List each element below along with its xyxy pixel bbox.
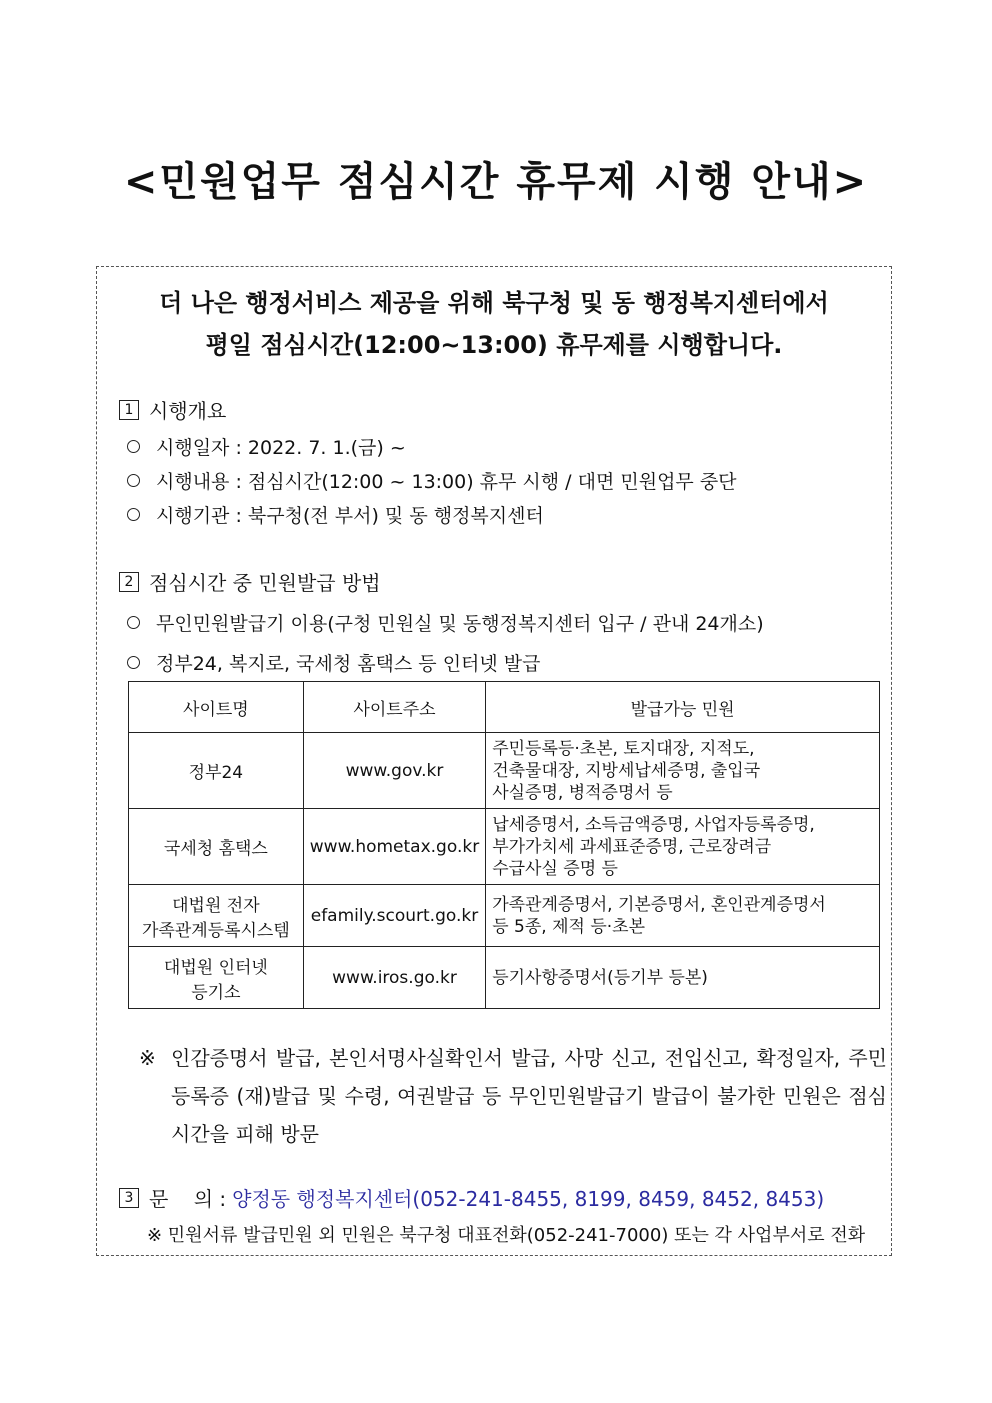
header-documents: 발급가능 민원 (486, 682, 880, 733)
list-item-text: 정부24, 복지로, 국세청 홈택스 등 인터넷 발급 (156, 653, 541, 675)
contact-line (119, 1183, 824, 1212)
circle-bullet-icon (127, 508, 140, 521)
intro-line-2: 평일 점심시간(12:00~13:00) 휴무제를 시행합니다. (205, 331, 783, 359)
note-text: 인감증명서 발급, 본인서명사실확인서 발급, 사망 신고, 전입신고, 확정일자, 주민등록증 (재)발급 및 수령, 여권발급 등 무인민원발급기 발급이 불가한 민원은 점심시간을 피해 방문 (171, 1046, 887, 1146)
site-name-cell: 대법원 인터넷 등기소 (129, 947, 304, 1009)
table-row (129, 947, 880, 1009)
list-item (127, 467, 737, 494)
list-item-text: 시행일자 : 2022. 7. 1.(금) ~ (156, 437, 406, 459)
site-name-cell: 정부24 (129, 733, 304, 809)
documents-cell: 주민등록등·초본, 토지대장, 지적도, 건축물대장, 지방세납세증명, 출입국 사실증명, 병적증명서 등 (486, 733, 880, 809)
contact-label: 문 의 : (149, 1187, 227, 1211)
site-url-cell[interactable]: www.iros.go.kr (303, 947, 485, 1009)
footer-note: ※ 민원서류 발급민원 외 민원은 북구청 대표전화(052-241-7000) 또는 각 사업부서로 전화 (147, 1225, 866, 1246)
site-url-cell[interactable]: www.hometax.go.kr (303, 809, 485, 885)
circle-bullet-icon (127, 656, 140, 669)
site-url-cell[interactable]: www.gov.kr (303, 733, 485, 809)
list-item-text: 시행내용 : 점심시간(12:00 ~ 13:00) 휴무 시행 / 대면 민원업무 중단 (156, 471, 737, 493)
circle-bullet-icon (127, 616, 140, 629)
documents-cell: 등기사항증명서(등기부 등본) (486, 947, 880, 1009)
documents-cell: 납세증명서, 소득금액증명, 사업자등록증명, 부가가치세 과세표준증명, 근로장려금 수급사실 증명 등 (486, 809, 880, 885)
list-item (127, 649, 541, 676)
contact-value: 양정동 행정복지센터(052-241-8455, 8199, 8459, 8452, 8453) (232, 1187, 825, 1211)
list-item-text: 시행기관 : 북구청(전 부서) 및 동 행정복지센터 (156, 505, 544, 527)
list-item (127, 501, 544, 528)
note-block (139, 1039, 887, 1153)
list-item (127, 433, 406, 460)
section-number: 3 (119, 1188, 139, 1208)
section-2-heading (119, 567, 381, 596)
section-title: 시행개요 (149, 399, 227, 423)
header-site-name: 사이트명 (129, 682, 304, 733)
section-title: 점심시간 중 민원발급 방법 (149, 571, 381, 595)
site-table (128, 681, 880, 1009)
site-url-cell[interactable]: efamily.scourt.go.kr (303, 885, 485, 947)
list-item-text: 무인민원발급기 이용(구청 민원실 및 동행정복지센터 입구 / 관내 24개소) (156, 613, 764, 635)
section-number: 1 (119, 400, 139, 420)
section-1-heading (119, 395, 226, 424)
section-number: 2 (119, 572, 139, 592)
note-mark: ※ (139, 1046, 156, 1070)
table-header-row (129, 682, 880, 733)
table-row (129, 733, 880, 809)
circle-bullet-icon (127, 440, 140, 453)
header-site-url: 사이트주소 (303, 682, 485, 733)
site-name-cell: 대법원 전자 가족관계등록시스템 (129, 885, 304, 947)
documents-cell: 가족관계증명서, 기본증명서, 혼인관계증명서 등 5종, 제적 등·초본 (486, 885, 880, 947)
table-row (129, 809, 880, 885)
circle-bullet-icon (127, 474, 140, 487)
intro-line-1: 더 나은 행정서비스 제공을 위해 북구청 및 동 행정복지센터에서 (159, 289, 829, 317)
site-name-cell: 국세청 홈택스 (129, 809, 304, 885)
table-row (129, 885, 880, 947)
page-title: <민원업무 점심시간 휴무제 시행 안내> (123, 159, 869, 205)
notice-box (96, 266, 892, 1256)
list-item (127, 609, 764, 636)
